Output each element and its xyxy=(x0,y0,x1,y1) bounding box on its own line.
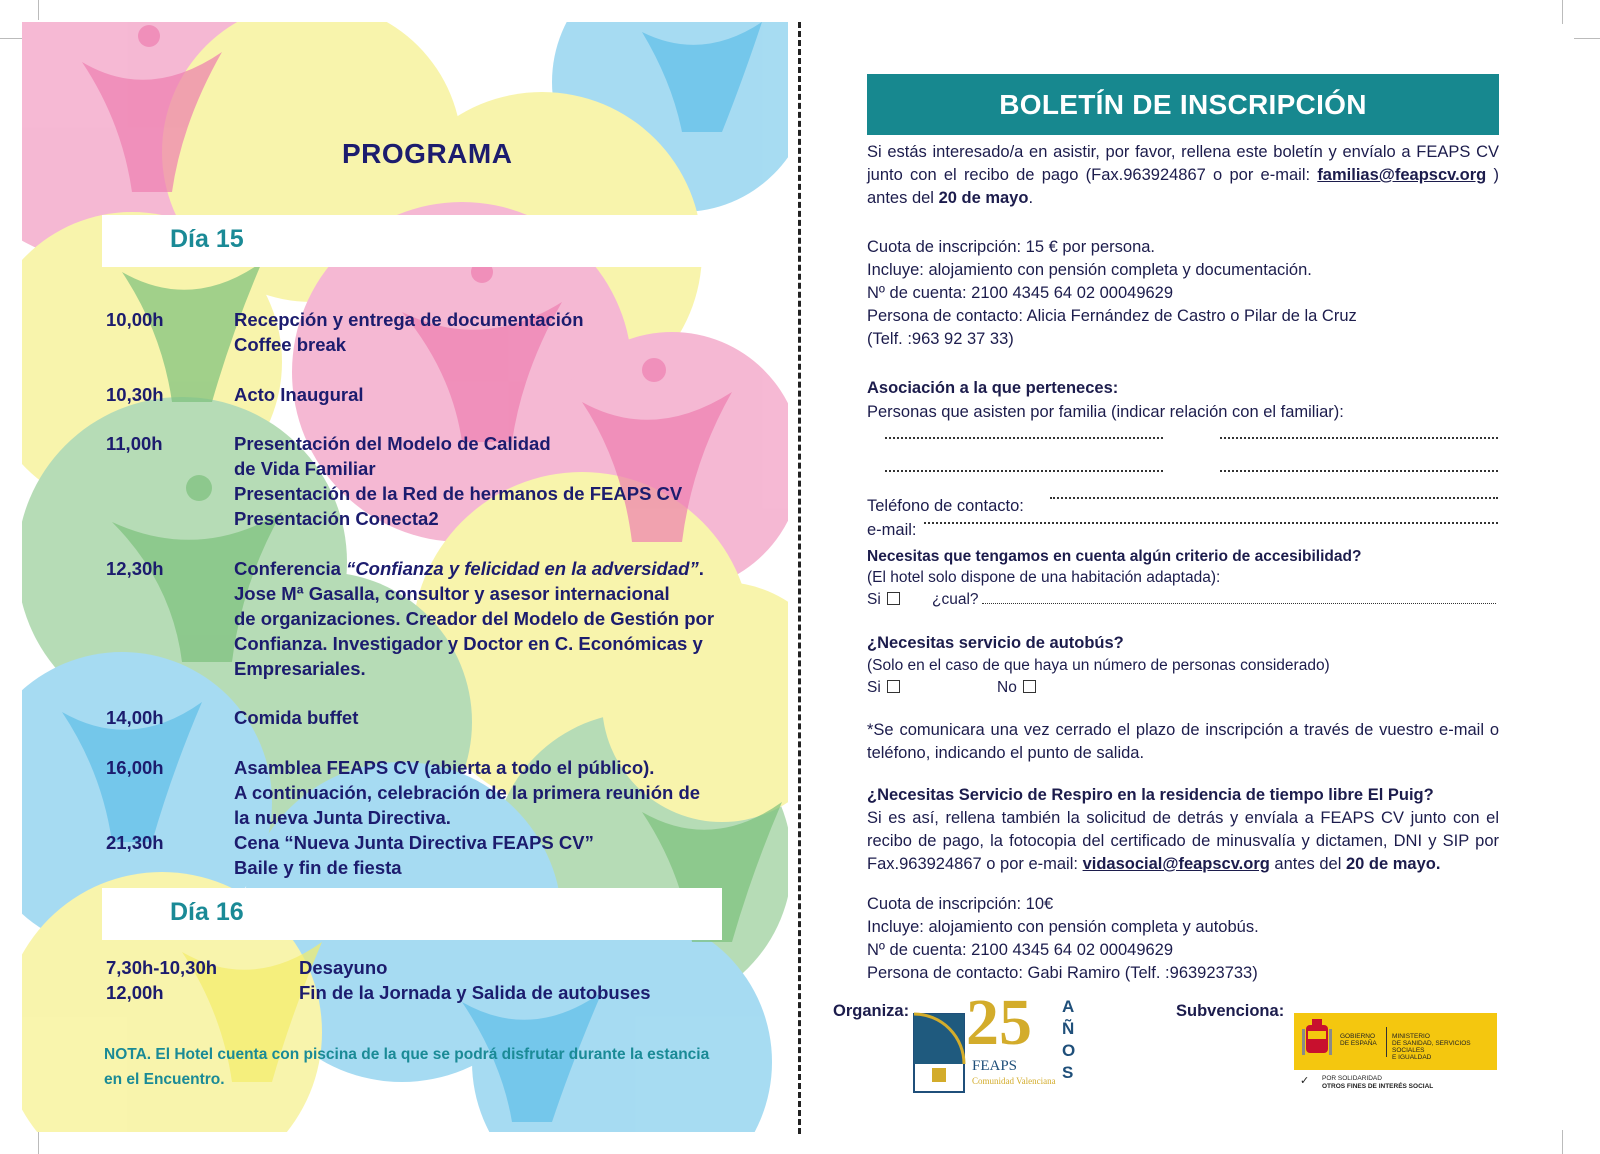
schedule-desc: Presentación Conecta2 xyxy=(234,508,439,529)
accessibility-note: (El hotel solo dispone de una habitación adaptada): xyxy=(867,569,1221,586)
respiro-fee-info xyxy=(867,893,1499,985)
gov-name-line: GOBIERNO xyxy=(1340,1033,1376,1040)
schedule-time: 14,00h xyxy=(106,707,164,728)
bus-yes-label: Si xyxy=(867,679,881,696)
coat-of-arms-icon xyxy=(1300,1019,1334,1063)
accessibility-yes-checkbox[interactable] xyxy=(887,592,900,605)
schedule-desc: Baile y fin de fiesta xyxy=(234,857,402,878)
fee-line: (Telf. :963 92 37 33) xyxy=(867,330,1014,348)
fee-line: Nº de cuenta: 2100 4345 64 02 00049629 xyxy=(867,284,1174,302)
intro-deadline: 20 de mayo xyxy=(938,189,1029,207)
solidarity-line: POR SOLIDARIDAD xyxy=(1322,1075,1382,1082)
day-15-label: Día 15 xyxy=(170,225,244,253)
respiro-email-link[interactable]: vidasocial@feapscv.org xyxy=(1082,855,1270,873)
solidarity-line: OTROS FINES DE INTERÉS SOCIAL xyxy=(1322,1083,1434,1090)
feaps-anos-word: AÑOS xyxy=(1062,997,1076,1082)
person-field[interactable] xyxy=(885,470,1163,472)
feaps-name: FEAPS xyxy=(972,1058,1018,1074)
schedule-desc: Fin de la Jornada y Salida de autobuses xyxy=(299,982,651,1003)
checkmark-icon: ✓ xyxy=(1300,1075,1310,1087)
respiro-deadline: 20 de mayo. xyxy=(1345,855,1441,873)
crop-mark xyxy=(1562,1130,1563,1154)
phone-field[interactable] xyxy=(1050,497,1498,499)
schedule-desc: Recepción y entrega de documentación xyxy=(234,309,584,330)
form-title: BOLETÍN DE INSCRIPCIÓN xyxy=(867,74,1499,135)
crop-mark xyxy=(1562,0,1563,24)
gov-name xyxy=(1340,1033,1377,1047)
conference-prefix: Conferencia xyxy=(234,558,347,579)
bus-footnote: *Se comunicara una vez cerrado el plazo de inscripción a través de vuestro e-mail o teléfono, indicando el punto de salida. xyxy=(867,721,1499,762)
schedule-time: 21,30h xyxy=(106,832,164,853)
feaps-25-number: 25 xyxy=(966,986,1032,1059)
bus-yes-checkbox[interactable] xyxy=(887,680,900,693)
form-intro xyxy=(867,141,1499,210)
gov-spain-logo xyxy=(1294,1013,1497,1070)
schedule-desc: Asamblea FEAPS CV (abierta a todo el público). xyxy=(234,757,655,778)
crop-mark xyxy=(38,1130,39,1154)
schedule-time: 10,00h xyxy=(106,309,164,330)
organiza-label: Organiza: xyxy=(833,1002,910,1020)
ministry-line: E IGUALDAD xyxy=(1392,1054,1432,1061)
person-field[interactable] xyxy=(885,437,1163,439)
intro-text: Si estás interesado/a en asistir, por favor, rellena este boletín y envíalo a FEAPS CV junto con el recibo de pago (Fax.963924867 o por e-mail: xyxy=(867,143,1499,184)
bus-note: (Solo en el caso de que haya un número de personas considerado) xyxy=(867,657,1330,674)
solidarity-tag xyxy=(1300,1075,1434,1091)
subvenciona-label: Subvenciona: xyxy=(1176,1002,1285,1020)
fee-line: Persona de contacto: Alicia Fernández de Castro o Pilar de la Cruz xyxy=(867,307,1357,325)
accessibility-yes-label: Si xyxy=(867,591,881,608)
crop-mark xyxy=(38,0,39,20)
association-label: Asociación a la que perteneces: xyxy=(867,379,1119,397)
person-field[interactable] xyxy=(1220,437,1498,439)
ministry-name xyxy=(1392,1033,1497,1061)
respiro-body: Si es así, rellena también la solicitud de detrás y envíala a FEAPS CV junto con el recibo de pago, la fotocopia del certificado de minusvalía y dictamen, DNI y SIP por Fax.963924867 o por e-mail: xyxy=(867,809,1499,873)
fee-line: Cuota de inscripción: 15 € por persona. xyxy=(867,238,1156,256)
schedule-desc: Desayuno xyxy=(299,957,388,978)
email-field[interactable] xyxy=(924,522,1498,524)
accessibility-which-field[interactable] xyxy=(982,603,1496,604)
schedule-desc: de Vida Familiar xyxy=(234,458,376,479)
persons-label: Personas que asisten por familia (indicar relación con el familiar): xyxy=(867,403,1344,421)
hotel-note: NOTA. El Hotel cuenta con piscina de la que se podrá disfrutar durante la estancia en el Encuentro. xyxy=(104,1046,710,1088)
crop-mark xyxy=(1574,38,1600,39)
respiro-text xyxy=(867,807,1499,876)
bus-no xyxy=(997,676,1036,699)
schedule-desc: Presentación del Modelo de Calidad xyxy=(234,433,551,454)
respiro-fee-line: Incluye: alojamiento con pensión completa y autobús. xyxy=(867,918,1259,936)
respiro-body: antes del xyxy=(1269,855,1346,873)
fee-line: Incluye: alojamiento con pensión completa y documentación. xyxy=(867,261,1312,279)
schedule-time: 12,00h xyxy=(106,982,164,1003)
gov-separator xyxy=(1386,1027,1387,1057)
schedule-desc: Presentación de la Red de hermanos de FEAPS CV xyxy=(234,483,683,504)
intro-text: . xyxy=(1028,189,1034,207)
schedule-time: 12,30h xyxy=(106,558,164,579)
schedule-desc: Confianza. Investigador y Doctor en C. Económicas y xyxy=(234,633,703,654)
respiro-fee-line: Nº de cuenta: 2100 4345 64 02 00049629 xyxy=(867,941,1174,959)
conference-quote: “Confianza y felicidad en la adversidad” xyxy=(346,558,699,579)
schedule-time: 16,00h xyxy=(106,757,164,778)
intro-email-link[interactable]: familias@feapscv.org xyxy=(1317,166,1487,184)
person-field[interactable] xyxy=(1220,470,1498,472)
feaps-25-logo xyxy=(912,986,1086,1096)
program-title: PROGRAMA xyxy=(342,138,513,169)
schedule-desc: Cena “Nueva Junta Directiva FEAPS CV” xyxy=(234,832,594,853)
ministry-line: MINISTERIO xyxy=(1392,1033,1430,1040)
accessibility-which-label: ¿cual? xyxy=(932,591,979,608)
schedule-desc: Jose Mª Gasalla, consultor y asesor internacional xyxy=(234,583,670,604)
schedule-desc: Coffee break xyxy=(234,334,347,355)
schedule-desc: Comida buffet xyxy=(234,707,359,728)
schedule-desc: A continuación, celebración de la primera reunión de xyxy=(234,782,701,803)
intro-text: ) antes del xyxy=(867,166,1499,207)
day-16-label: Día 16 xyxy=(170,898,244,926)
respiro-fee-line: Persona de contacto: Gabi Ramiro (Telf. :963923733) xyxy=(867,964,1258,982)
program-panel xyxy=(22,22,788,1132)
cut-line-divider xyxy=(798,22,801,1134)
day-16-schedule xyxy=(106,22,786,1132)
bus-no-label: No xyxy=(997,679,1017,696)
schedule-desc: la nueva Junta Directiva. xyxy=(234,807,451,828)
schedule-time: 7,30h-10,30h xyxy=(106,957,218,978)
bus-question: ¿Necesitas servicio de autobús? xyxy=(867,634,1124,652)
schedule-desc: Empresariales. xyxy=(234,658,366,679)
email-label: e-mail: xyxy=(867,521,917,539)
feaps-subname: Comunidad Valenciana xyxy=(972,1076,1056,1086)
ministry-line: DE SANIDAD, SERVICIOS SOCIALES xyxy=(1392,1040,1471,1054)
schedule-desc: de organizaciones. Creador del Modelo de Gestión por xyxy=(234,608,715,629)
phone-label: Teléfono de contacto: xyxy=(867,497,1024,515)
respiro-question: ¿Necesitas Servicio de Respiro en la residencia de tiempo libre El Puig? xyxy=(867,786,1434,804)
accessibility-question: Necesitas que tengamos en cuenta algún criterio de accesibilidad? xyxy=(867,548,1362,565)
schedule-time: 10,30h xyxy=(106,384,164,405)
gov-name-line: DE ESPAÑA xyxy=(1340,1040,1377,1047)
accessibility-yes xyxy=(867,588,900,611)
schedule-time: 11,00h xyxy=(106,433,163,454)
conference-suffix: . xyxy=(698,558,704,579)
respiro-fee-line: Cuota de inscripción: 10€ xyxy=(867,895,1054,913)
fee-info xyxy=(867,236,1499,351)
bus-yes xyxy=(867,676,900,699)
bus-no-checkbox[interactable] xyxy=(1023,680,1036,693)
schedule-desc: Acto Inaugural xyxy=(234,384,364,405)
